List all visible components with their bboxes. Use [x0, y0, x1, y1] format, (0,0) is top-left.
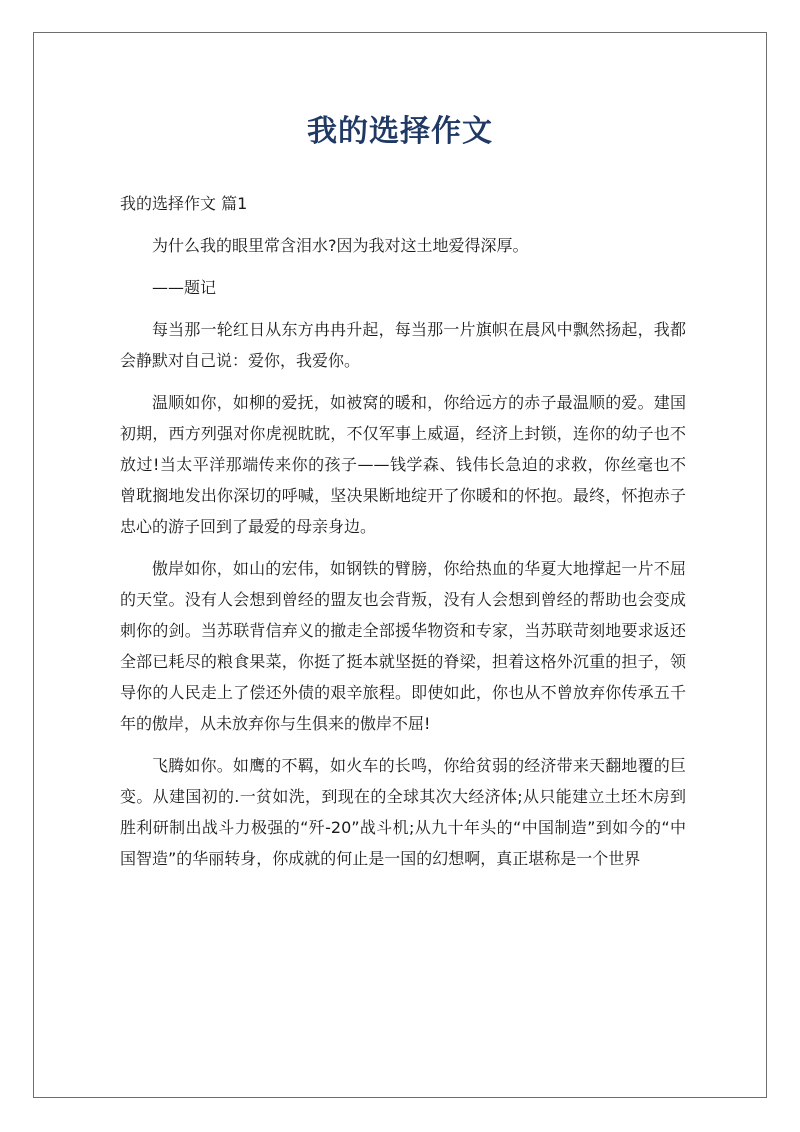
- paragraph-2: 温顺如你，如柳的爱抚，如被窝的暖和，你给远方的赤子最温顺的爱。建国初期，西方列强对你虎视眈眈，不仅军事上威逼，经济上封锁，连你的幼子也不放过!当太平洋那端传来你的孩子——钱学森、钱伟长急迫的求救，你丝毫也不曾耽搁地发出你深切的呼喊，坚决果断地绽开了你暖和的怀抱。最终，怀抱赤子忠心的游子回到了最爱的母亲身边。: [120, 393, 686, 536]
- document-body: [120, 188, 686, 885]
- document-title: 我的选择作文: [307, 114, 493, 149]
- paragraph-epigraph-credit: ——题记: [152, 278, 217, 297]
- section-heading: 我的选择作文 篇1: [120, 194, 248, 213]
- paragraph-3: 傲岸如你，如山的宏伟，如钢铁的臂膀，你给热血的华夏大地撑起一片不屈的天堂。没有人会想到曾经的盟友也会背叛，没有人会想到曾经的帮助也会变成刺你的剑。当苏联背信弃义的撤走全部援华物资和专家，当苏联苛刻地要求返还全部已耗尽的粮食果菜，你挺了挺本就坚挺的脊梁，担着这格外沉重的担子，领导你的人民走上了偿还外债的艰辛旅程。即使如此，你也从不曾放弃你传承五千年的傲岸，从未放弃你与生俱来的傲岸不屈!: [120, 559, 686, 733]
- paragraph-epigraph: 为什么我的眼里常含泪水?因为我对这土地爱得深厚。: [152, 236, 529, 255]
- paragraph-4: 飞腾如你。如鹰的不羁，如火车的长鸣，你给贫弱的经济带来天翻地覆的巨变。从建国初的.一贫如洗，到现在的全球其次大经济体;从只能建立土坯木房到胜利研制出战斗力极强的“歼-20”战斗机;从九十年头的“中国制造”到如今的“中国智造”的华丽转身，你成就的何止是一国的幻想啊，真正堪称是一个世界: [120, 756, 686, 868]
- paragraph-1: 每当那一轮红日从东方冉冉升起，每当那一片旗帜在晨风中飘然扬起，我都会静默对自己说：爱你，我爱你。: [120, 320, 686, 370]
